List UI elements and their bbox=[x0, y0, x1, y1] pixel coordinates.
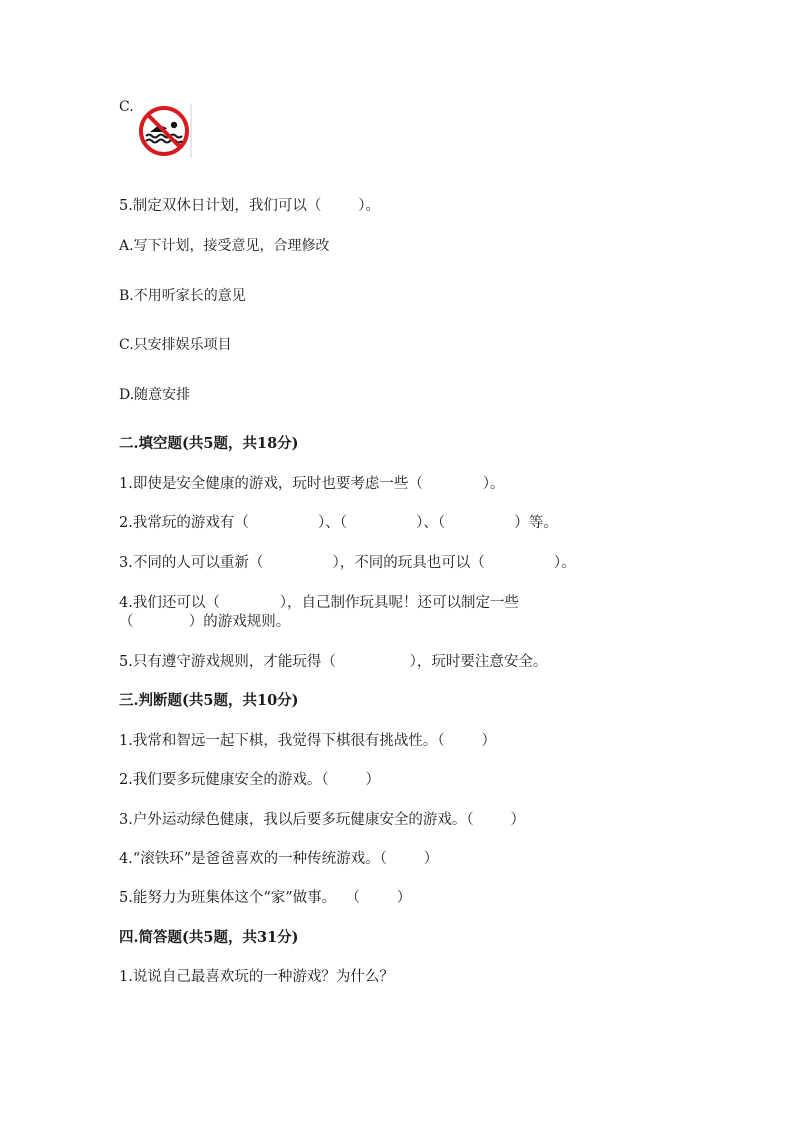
fill-item-5: 5.只有遵守游戏规则，才能玩得（ ），玩时要注意安全。 bbox=[119, 654, 548, 670]
section-4-heading: 四.简答题(共5题，共31分) bbox=[119, 929, 299, 946]
judge-item-1: 1.我常和智远一起下棋，我觉得下棋很有挑战性。（ ） bbox=[119, 733, 496, 749]
fill-item-4-line-1: 4.我们还可以（ ），自己制作玩具呢！还可以制定一些 bbox=[119, 595, 520, 611]
short-answer-item-1: 1.说说自己最喜欢玩的一种游戏？为什么？ bbox=[119, 969, 394, 985]
judge-item-5: 5.能努力为班集体这个“家”做事。 （ ） bbox=[119, 890, 412, 906]
q5-option-a: A.写下计划，接受意见，合理修改 bbox=[119, 238, 330, 254]
q5-option-d: D.随意安排 bbox=[119, 387, 191, 403]
fill-item-2: 2.我常玩的游戏有（ ）、（ ）、（ ）等。 bbox=[119, 515, 558, 531]
fill-item-4-line-2: （ ）的游戏规则。 bbox=[119, 614, 291, 630]
section-2-heading: 二.填空题(共5题，共18分) bbox=[119, 435, 299, 452]
option-c-label: C. bbox=[119, 99, 134, 115]
judge-item-2: 2.我们要多玩健康安全的游戏。（ ） bbox=[119, 772, 380, 788]
section-3-heading: 三.判断题(共5题，共10分) bbox=[119, 692, 299, 709]
q5-option-c: C.只安排娱乐项目 bbox=[119, 337, 232, 353]
no-swimming-icon bbox=[137, 104, 193, 158]
judge-item-4: 4.“滚铁环”是爸爸喜欢的一种传统游戏。（ ） bbox=[119, 851, 439, 867]
judge-item-3: 3.户外运动绿色健康，我以后要多玩健康安全的游戏。（ ） bbox=[119, 812, 525, 828]
q5-option-b: B.不用听家长的意见 bbox=[119, 288, 246, 304]
fill-item-1: 1.即使是安全健康的游戏，玩时也要考虑一些（ ）。 bbox=[119, 476, 505, 492]
question-5-stem: 5.制定双休日计划，我们可以（ ）。 bbox=[119, 198, 380, 214]
fill-item-3: 3.不同的人可以重新（ ），不同的玩具也可以（ ）。 bbox=[119, 555, 576, 571]
